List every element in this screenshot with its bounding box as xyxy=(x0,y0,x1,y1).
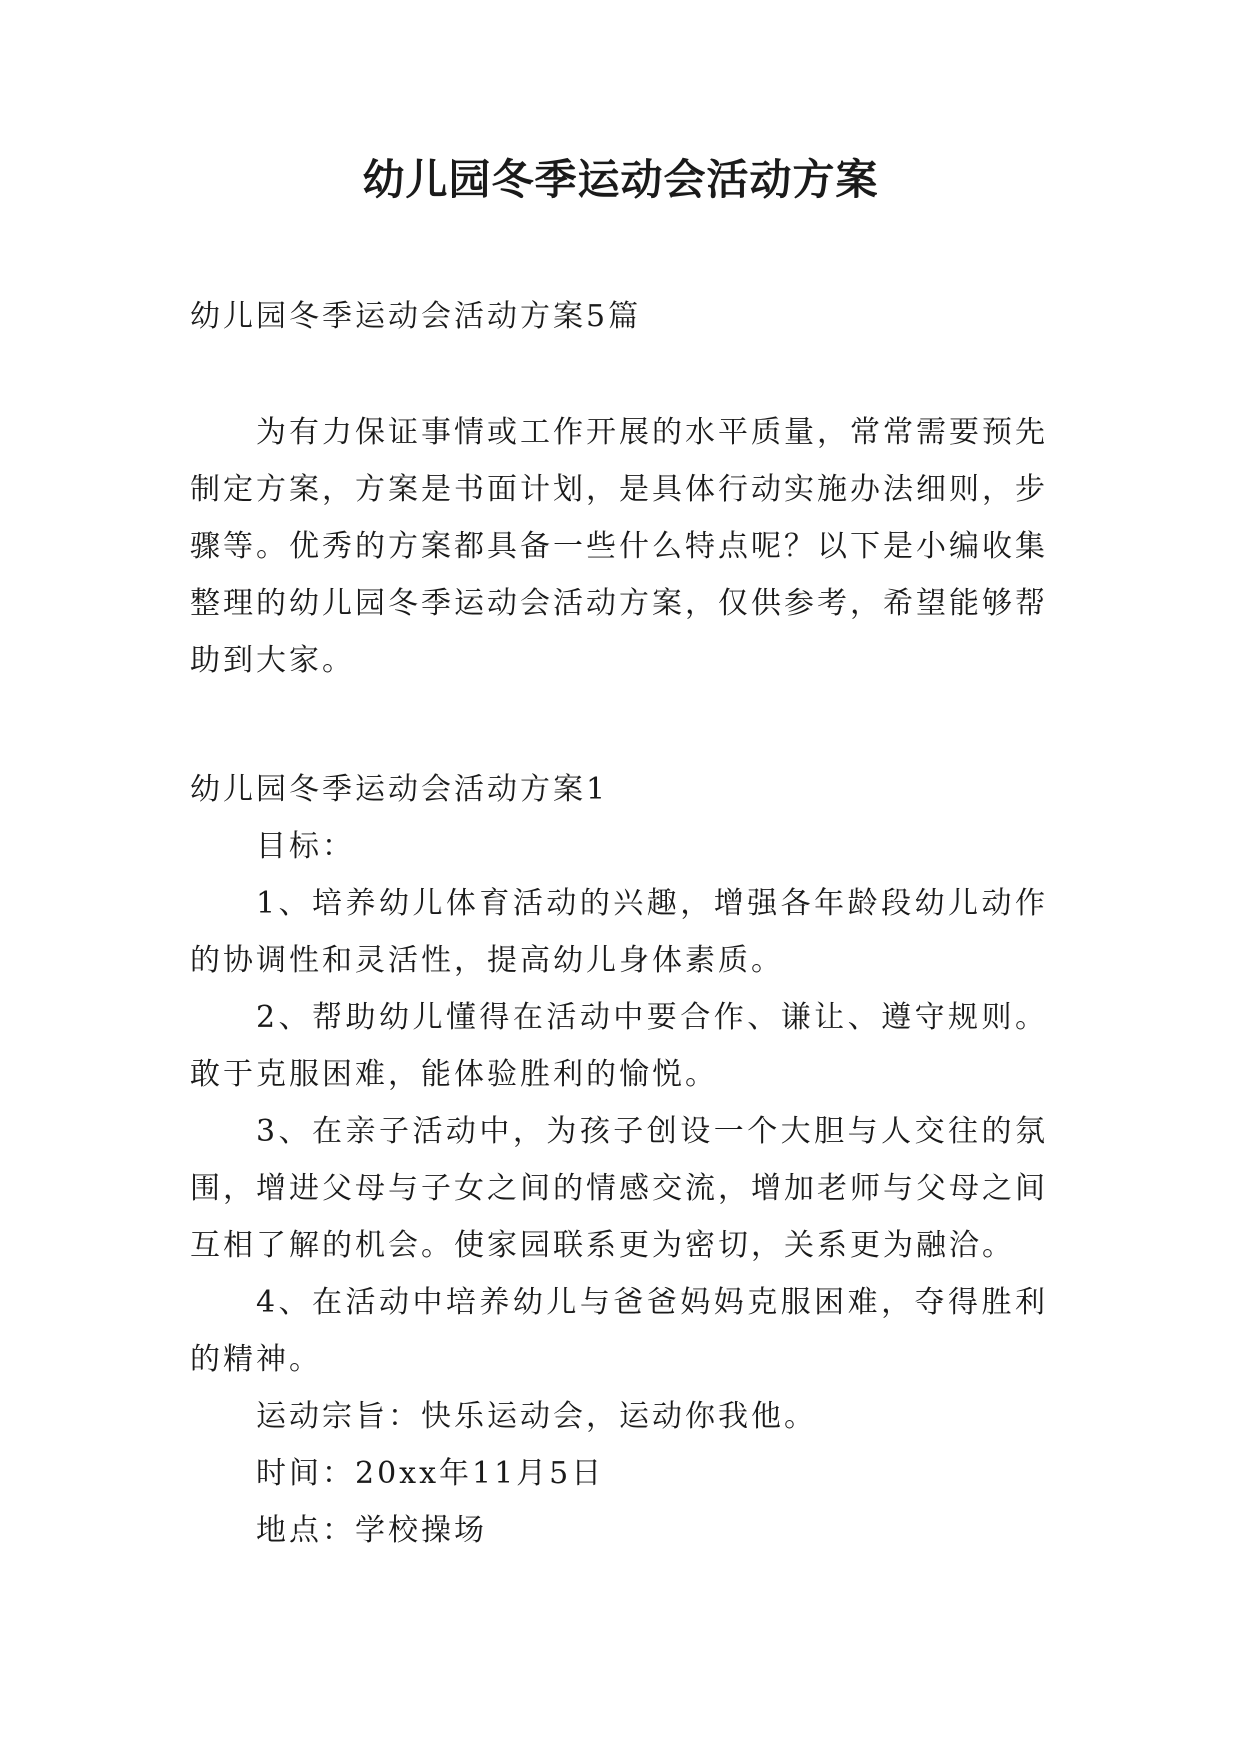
goal-item-2: 2、帮助幼儿懂得在活动中要合作、谦让、遵守规则。敢于克服困难，能体验胜利的愉悦。 xyxy=(190,1000,1048,1092)
intro-paragraph: 为有力保证事情或工作开展的水平质量，常常需要预先制定方案，方案是书面计划，是具体行动实施办法细则，步骤等。优秀的方案都具备一些什么特点呢？以下是小编收集整理的幼儿园冬季运动会活动方案，仅供参考，希望能够帮助到大家。 xyxy=(190,415,1048,678)
goal-item-3: 3、在亲子活动中，为孩子创设一个大胆与人交往的氛围，增进父母与子女之间的情感交流，增加老师与父母之间互相了解的机会。使家园联系更为密切，关系更为融洽。 xyxy=(190,1114,1048,1263)
goal-label: 目标： xyxy=(256,829,355,864)
time-line: 时间：20xx年11月5日 xyxy=(256,1456,605,1491)
section-1 xyxy=(190,761,1048,1559)
location-line: 地点：学校操场 xyxy=(256,1513,487,1548)
goal-item-4: 4、在活动中培养幼儿与爸爸妈妈克服困难，夺得胜利的精神。 xyxy=(190,1285,1048,1377)
goal-item-1: 1、培养幼儿体育活动的兴趣，增强各年龄段幼儿动作的协调性和灵活性，提高幼儿身体素质。 xyxy=(190,886,1048,978)
document-subtitle: 幼儿园冬季运动会活动方案5篇 xyxy=(190,299,642,334)
section-heading: 幼儿园冬季运动会活动方案1 xyxy=(190,772,609,807)
purpose-line: 运动宗旨：快乐运动会，运动你我他。 xyxy=(256,1399,817,1434)
document-title: 幼儿园冬季运动会活动方案 xyxy=(362,155,879,204)
